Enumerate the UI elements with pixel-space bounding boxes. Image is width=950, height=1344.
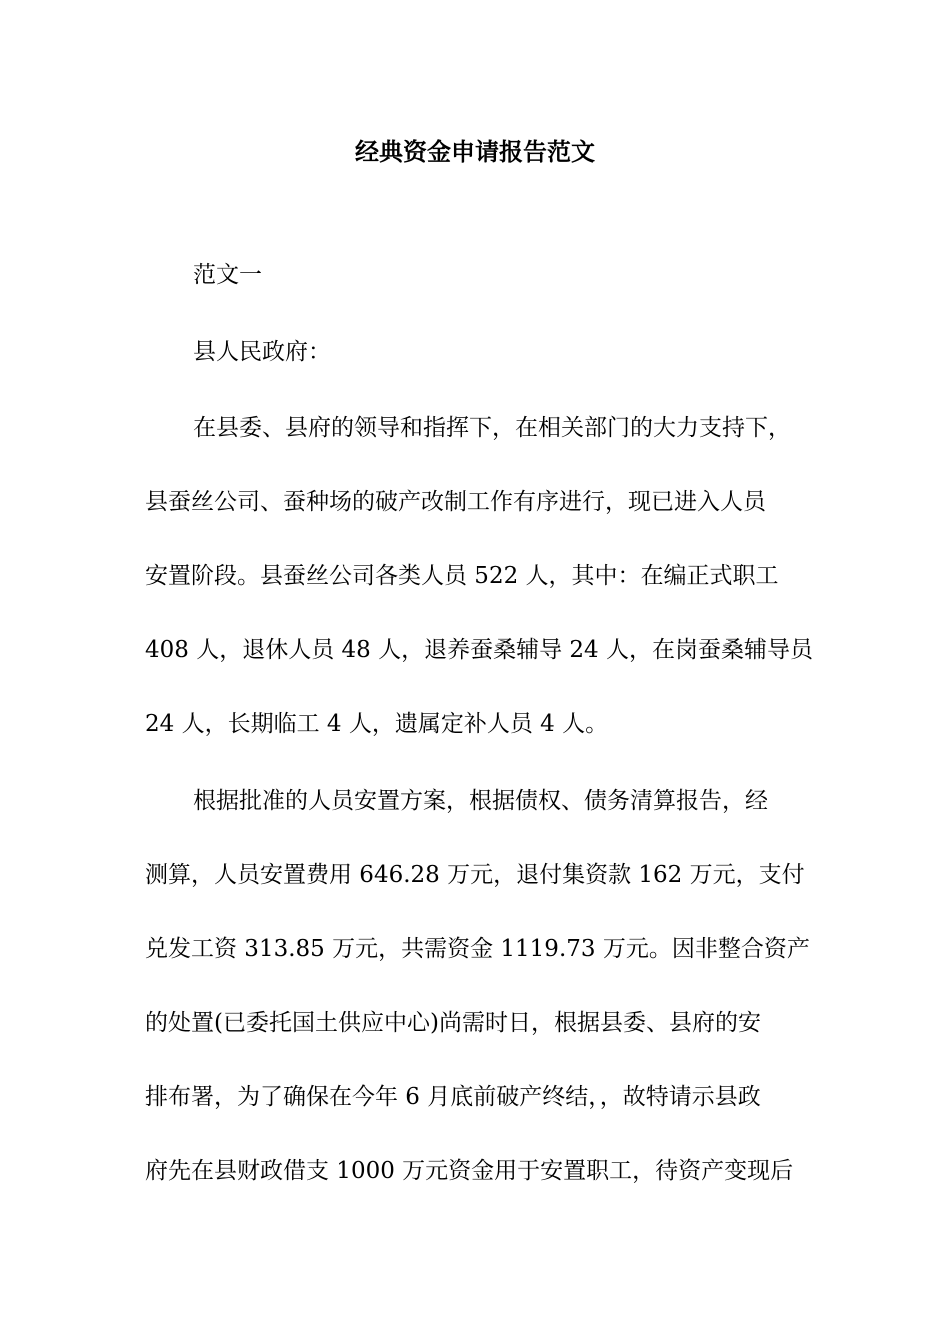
paragraph-line: 排布署，为了确保在今年 6 月底前破产终结，，故特请示县政 <box>145 1084 761 1110</box>
paragraph-line: 根据批准的人员安置方案，根据债权、债务清算报告，经 <box>193 788 768 814</box>
paragraph-line: 兑发工资 313.85 万元，共需资金 1119.73 万元。因非整合资产 <box>145 936 810 962</box>
paragraph-line: 测算，人员安置费用 646.28 万元，退付集资款 162 万元，支付 <box>145 862 805 888</box>
paragraph-line: 24 人，长期临工 4 人，遗属定补人员 4 人。 <box>145 711 609 737</box>
document-title: 经典资金申请报告范文 <box>355 137 595 166</box>
paragraph-line: 的处置(已委托国土供应中心)尚需时日，根据县委、县府的安 <box>145 1010 761 1036</box>
paragraph-line: 安置阶段。县蚕丝公司各类人员 522 人，其中：在编正式职工 <box>145 563 779 589</box>
section-heading: 范文一 <box>193 262 262 288</box>
paragraph-line: 县蚕丝公司、蚕种场的破产改制工作有序进行，现已进入人员 <box>145 489 766 515</box>
paragraph-line: 府先在县财政借支 1000 万元资金用于安置职工，待资产变现后 <box>145 1158 794 1184</box>
paragraph-line: 在县委、县府的领导和指挥下，在相关部门的大力支持下， <box>193 415 791 441</box>
paragraph-line: 408 人，退休人员 48 人，退养蚕桑辅导 24 人，在岗蚕桑辅导员 <box>145 637 813 663</box>
salutation: 县人民政府： <box>193 339 331 365</box>
